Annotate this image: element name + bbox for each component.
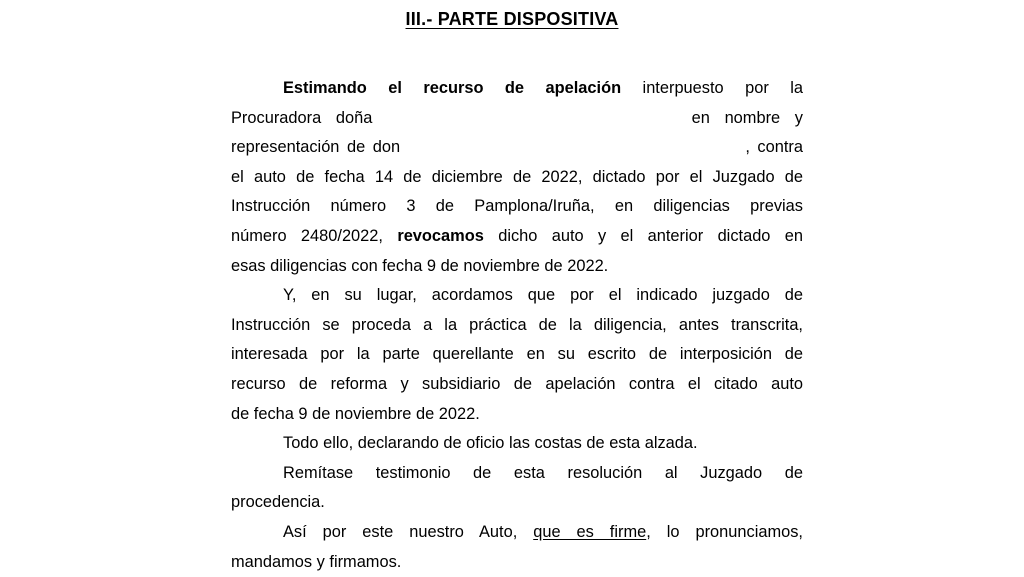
paragraph-4-line-1: Remítase testimonio de esta resolución al Juzgado de xyxy=(231,459,803,489)
paragraph-5-line-1 xyxy=(231,518,803,548)
text-run: representación de don xyxy=(231,138,400,156)
text-run: interpuesto por la xyxy=(621,79,803,97)
paragraph-2-line-4: recurso de reforma y subsidiario de apelación contra el citado auto xyxy=(231,370,803,400)
document-body xyxy=(231,74,803,577)
paragraph-1-line-1 xyxy=(231,74,803,104)
paragraph-2-line-2: Instrucción se proceda a la práctica de la diligencia, antes transcrita, xyxy=(231,311,803,341)
paragraph-2-line-5: de fecha 9 de noviembre de 2022. xyxy=(231,400,803,430)
paragraph-1-line-4: el auto de fecha 14 de diciembre de 2022, dictado por el Juzgado de xyxy=(231,163,803,193)
paragraph-2-line-3: interesada por la parte querellante en su escrito de interposición de xyxy=(231,340,803,370)
paragraph-1-line-2 xyxy=(231,104,803,134)
text-run: dicho auto y el anterior dictado en xyxy=(484,227,803,245)
paragraph-5-line-2: mandamos y firmamos. xyxy=(231,548,803,577)
text-run: en nombre y xyxy=(692,109,803,127)
paragraph-1-line-3 xyxy=(231,133,803,163)
bold-phrase: Estimando el recurso de apelación xyxy=(283,79,621,97)
text-run: , contra xyxy=(745,138,803,156)
paragraph-2-line-1: Y, en su lugar, acordamos que por el indicado juzgado de xyxy=(231,281,803,311)
text-run: Así por este nuestro Auto, xyxy=(283,523,533,541)
paragraph-1-line-5: Instrucción número 3 de Pamplona/Iruña, en diligencias previas xyxy=(231,192,803,222)
underlined-phrase: que es firme xyxy=(533,523,646,541)
paragraph-1-line-6 xyxy=(231,222,803,252)
text-run: número 2480/2022, xyxy=(231,227,397,245)
paragraph-3-line-1: Todo ello, declarando de oficio las costas de esta alzada. xyxy=(231,429,803,459)
section-title: III.- PARTE DISPOSITIVA xyxy=(0,9,1024,30)
text-run: , lo pronunciamos, xyxy=(646,523,803,541)
text-run: Procuradora doña xyxy=(231,109,372,127)
bold-phrase: revocamos xyxy=(397,227,484,245)
paragraph-1-line-7: esas diligencias con fecha 9 de noviembre de 2022. xyxy=(231,252,803,282)
paragraph-4-line-2: procedencia. xyxy=(231,488,803,518)
